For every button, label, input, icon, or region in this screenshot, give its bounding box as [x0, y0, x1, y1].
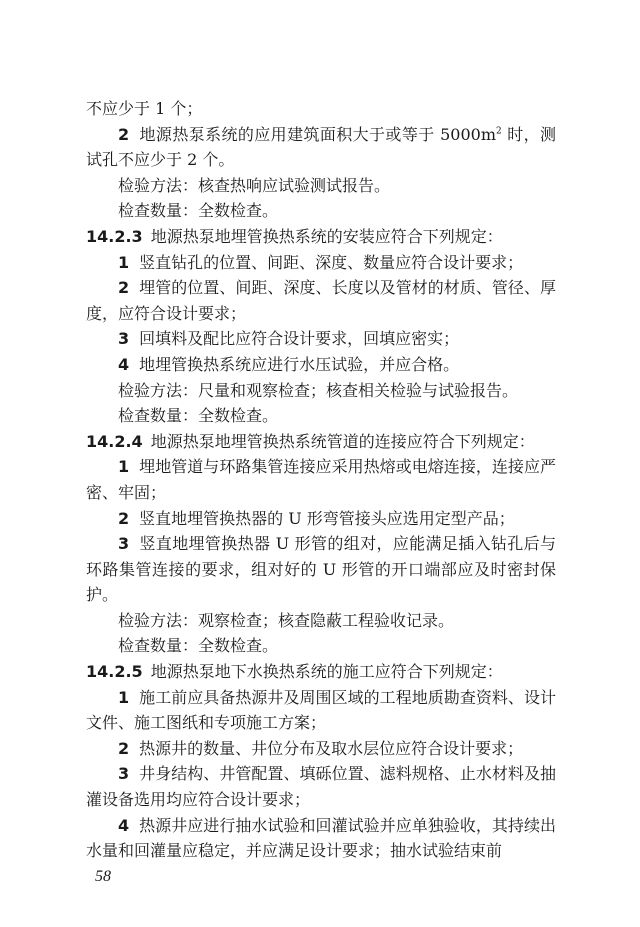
clause-text: 地源热泵地埋管换热系统的安装应符合下列规定：	[150, 226, 503, 246]
clause-text: 地源热泵地埋管换热系统管道的连接应符合下列规定：	[150, 431, 535, 451]
inspection-quantity: 检查数量：全数检查。	[118, 406, 279, 426]
document-body	[86, 96, 556, 864]
list-item	[86, 454, 556, 505]
clause	[86, 224, 556, 250]
superscript: 2	[496, 126, 502, 137]
item-text: 埋地管道与环路集管连接应采用热熔或电熔连接，连接应严密、牢固；	[86, 457, 556, 502]
item-text: 井身结构、井管配置、填砾位置、滤料规格、止水材料及抽灌设备选用均应符合设计要求；	[86, 764, 556, 810]
inspection-method: 检验方法：观察检查；核查隐蔽工程验收记录。	[118, 610, 455, 630]
item-text: 施工前应具备热源井及周围区域的工程地质勘查资料、设计文件、施工图纸和专项施工方案；	[86, 687, 556, 733]
item-text: 回填料及配比应符合设计要求，回填应密实；	[139, 329, 460, 349]
item-text: 竖直地埋管换热器的 U 形弯管接头应选用定型产品；	[139, 508, 515, 528]
inspection-method: 检验方法：尺量和观察检查；核查相关检验与试验报告。	[118, 380, 519, 400]
list-item	[86, 275, 556, 326]
list-item	[86, 531, 556, 608]
item-text: 埋管的位置、间距、深度、长度以及管材的材质、管径、厚度，应符合设计要求；	[86, 278, 556, 323]
item-text: 热源井应进行抽水试验和回灌试验并应单独验收，其持续出水量和回灌量应稳定，并应满足设计要求；抽水试验结束前	[86, 815, 556, 861]
item-number: 3	[118, 764, 130, 784]
item-number: 1	[118, 457, 130, 477]
item-number: 2	[118, 508, 130, 528]
page-number: 58	[95, 868, 111, 885]
item-number: 2	[118, 738, 130, 758]
clause-number: 14.2.5	[86, 662, 143, 682]
item-number: 2	[118, 124, 130, 144]
item-number: 1	[118, 252, 130, 272]
item-number: 3	[118, 329, 130, 349]
item-text: 地源热泵系统的应用建筑面积大于或等于 5000m	[139, 124, 496, 144]
item-text: 热源井的数量、井位分布及取水层位应符合设计要求；	[139, 738, 524, 758]
list-item	[86, 506, 556, 532]
inspection-method: 检验方法：核查热响应试验测试报告。	[118, 175, 391, 195]
inspection-quantity: 检查数量：全数检查。	[118, 636, 279, 656]
list-item	[86, 685, 556, 736]
list-item	[86, 736, 556, 762]
list-item	[86, 326, 556, 352]
list-item	[86, 761, 556, 812]
item-number: 4	[118, 815, 130, 835]
item-text: 竖直地埋管换热器 U 形管的组对，应能满足插入钻孔后与环路集管连接的要求，组对好的 U 形管的开口端部应及时密封保护。	[86, 534, 556, 605]
item-number: 4	[118, 354, 130, 374]
item-text: 竖直钻孔的位置、间距、深度、数量应符合设计要求；	[139, 252, 524, 272]
item-text: 地埋管换热系统应进行水压试验，并应合格。	[139, 354, 460, 374]
text-line: 不应少于 1 个；	[86, 99, 203, 118]
list-item	[86, 122, 556, 173]
list-item	[86, 250, 556, 276]
inspection-quantity: 检查数量：全数检查。	[118, 201, 279, 221]
clause-number: 14.2.3	[86, 226, 143, 246]
clause	[86, 429, 556, 455]
list-item	[86, 813, 556, 864]
clause	[86, 659, 556, 685]
item-number: 3	[118, 534, 130, 554]
item-number: 1	[118, 687, 130, 707]
item-text: 时，测试孔不应少于 2 个。	[86, 124, 557, 170]
clause-text: 地源热泵地下水换热系统的施工应符合下列规定：	[150, 662, 503, 682]
clause-number: 14.2.4	[86, 431, 143, 451]
item-number: 2	[118, 278, 130, 298]
list-item	[86, 352, 556, 378]
